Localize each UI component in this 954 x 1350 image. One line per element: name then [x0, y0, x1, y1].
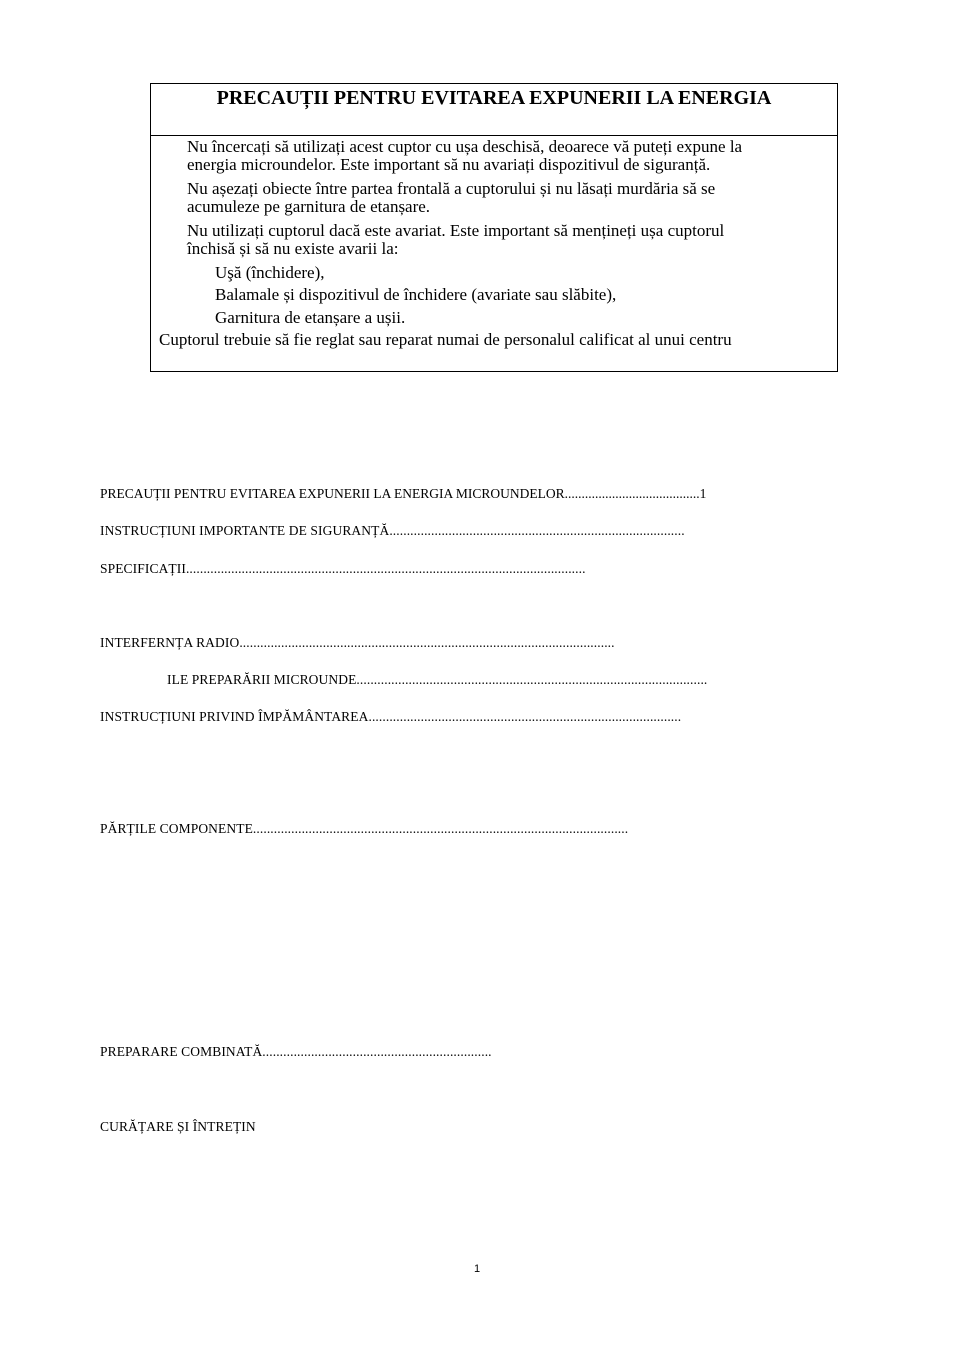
- warning-list-item-door: Uşă (închidere),: [215, 263, 325, 282]
- warning-list-item-hinges: Balamale și dispozitivul de închidere (avariate sau slăbite),: [215, 285, 617, 304]
- warning-title: PRECAUȚII PENTRU EVITAREA EXPUNERII LA ENERGIA: [151, 84, 837, 136]
- toc-line-components: PĂRȚILE COMPONENTE............................................................................................................: [100, 821, 629, 836]
- warning-paragraph-3-line-1: Nu utilizați cuptorul dacă este avariat. Este important să mențineți ușa cuptorul: [187, 221, 725, 240]
- toc-line-grounding-instructions: INSTRUCȚIUNI PRIVIND ÎMPĂMÂNTAREA..........................................................................................: [100, 709, 682, 724]
- warning-paragraph-1-line-1: Nu încercați să utilizați acest cuptor cu ușa deschisă, deoarece vă puteți expune la: [187, 137, 743, 156]
- toc-line-specifications: SPECIFICAȚII...................................................................................................................: [100, 561, 586, 576]
- warning-paragraph-2-line-2: acumuleze pe garnitura de etanșare.: [187, 197, 431, 216]
- toc-line-cleaning-maintenance: CURĂȚARE ȘI ÎNTREȚIN: [100, 1119, 256, 1134]
- microwave-warning-box: [150, 83, 838, 372]
- warning-paragraph-1-line-2: energia microundelor. Este important să nu avariați dispozitivul de siguranță.: [187, 155, 711, 174]
- warning-paragraph-3-line-2: închisă și să nu existe avarii la:: [187, 239, 399, 258]
- warning-paragraph-2-line-1: Nu așezați obiecte între partea frontală a cuptorului și nu lăsați murdăria să se: [187, 179, 716, 198]
- toc-line-safety-instructions: INSTRUCȚIUNI IMPORTANTE DE SIGURANȚĂ.....................................................................................: [100, 523, 685, 538]
- page-number: 1: [473, 1263, 481, 1275]
- warning-paragraph-4: Cuptorul trebuie să fie reglat sau reparat numai de personalul calificat al unui centru: [159, 330, 732, 349]
- warning-list-item-seal: Garnitura de etanșare a ușii.: [215, 308, 406, 327]
- toc-line-combined-cooking: PREPARARE COMBINATĂ..................................................................: [100, 1044, 492, 1059]
- toc-line-microwave-cooking: ILE PREPARĂRII MICROUNDE.....................................................................................................: [167, 672, 708, 687]
- toc-line-microwave-precautions: PRECAUȚII PENTRU EVITAREA EXPUNERII LA ENERGIA MICROUNDELOR........................................1: [100, 486, 707, 501]
- toc-line-radio-interference: INTERFERNȚA RADIO............................................................................................................: [100, 635, 615, 650]
